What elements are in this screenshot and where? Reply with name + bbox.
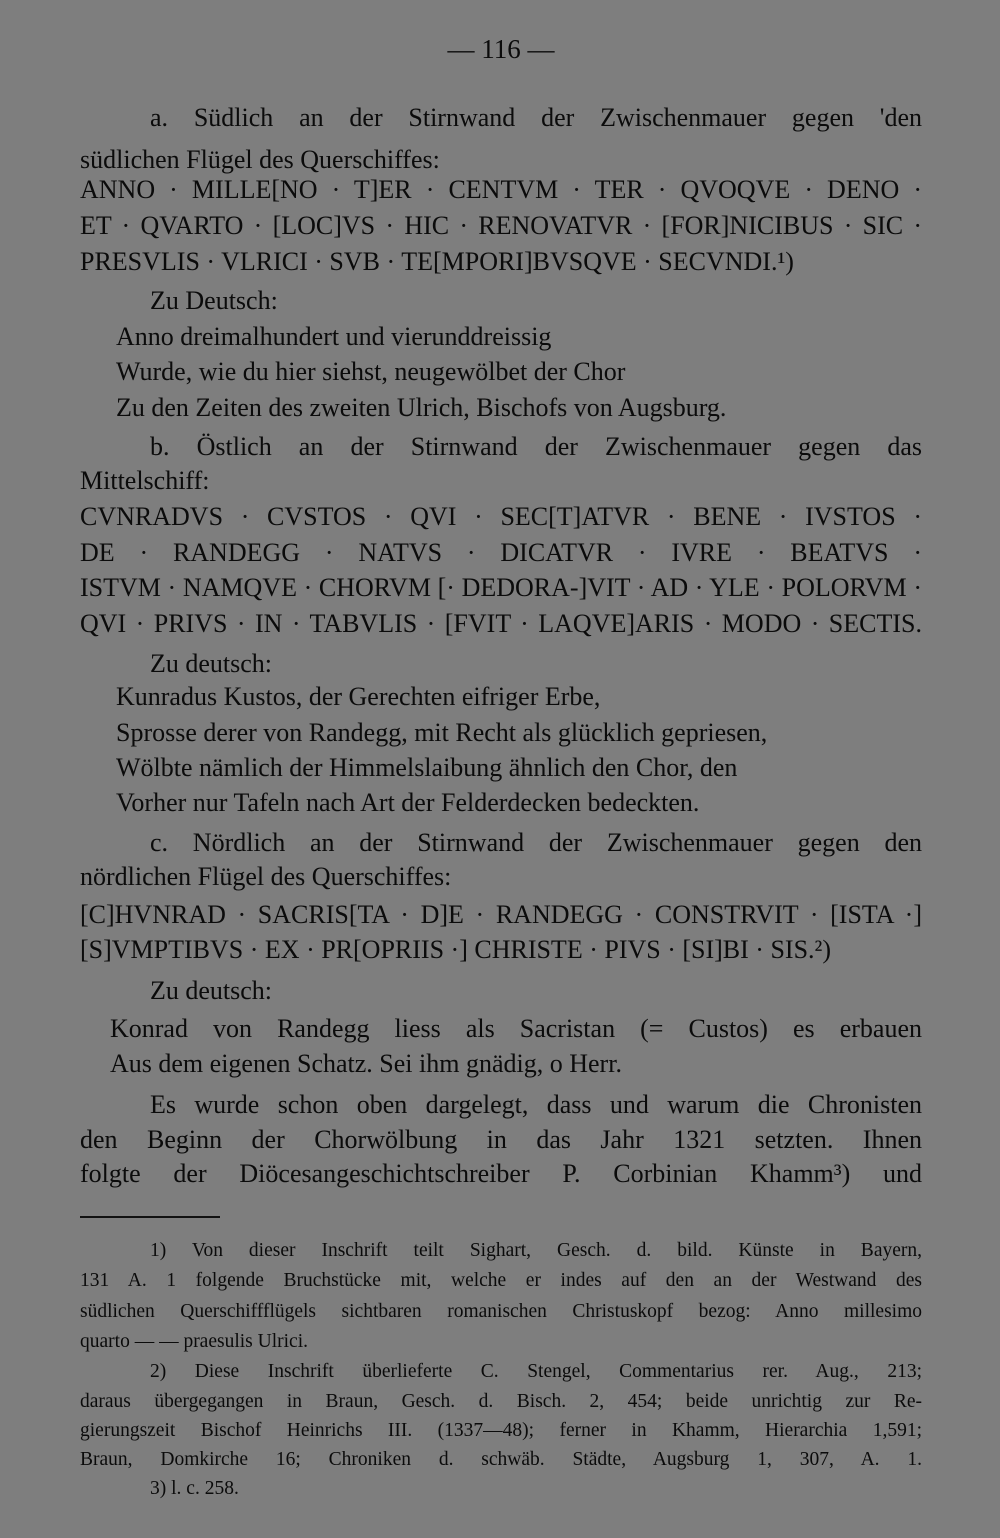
inscription-line: ISTVM · NAMQVE · CHORVM [· DEDORA-]VIT · AD · YLE · POLORVM · <box>80 573 922 602</box>
section-label: Zu deutsch: <box>150 976 273 1005</box>
text-line: nördlichen Flügel des Querschiffes: <box>80 862 452 891</box>
text-line: südlichen Flügel des Querschiffes: <box>80 145 440 174</box>
section-label: Zu Deutsch: <box>150 286 278 315</box>
translation-line: Wurde, wie du hier siehst, neugewölbet der Chor <box>116 357 626 386</box>
translation-line: Konrad von Randegg liess als Sacristan (= Custos) es erbauen <box>110 1014 922 1043</box>
text-line: a. Südlich an der Stirnwand der Zwischenmauer gegen 'den <box>150 103 922 132</box>
inscription-line: CVNRADVS · CVSTOS · QVI · SEC[T]ATVR · BENE · IVSTOS · <box>80 502 922 531</box>
translation-line: Aus dem eigenen Schatz. Sei ihm gnädig, o Herr. <box>110 1049 622 1078</box>
footnote-line: Braun, Domkirche 16; Chroniken d. schwäb. Städte, Augsburg 1, 307, A. 1. <box>80 1449 922 1470</box>
footnote-line: 1) Von dieser Inschrift teilt Sighart, Gesch. d. bild. Künste in Bayern, <box>150 1240 922 1261</box>
translation-line: Wölbte nämlich der Himmelslaibung ähnlich den Chor, den <box>116 753 738 782</box>
text-line: Es wurde schon oben dargelegt, dass und warum die Chronisten <box>150 1090 922 1119</box>
translation-line: Sprosse derer von Randegg, mit Recht als glücklich gepriesen, <box>116 718 768 747</box>
inscription-line: ANNO · MILLE[NO · T]ER · CENTVM · TER · QVOQVE · DENO · <box>80 175 922 204</box>
translation-line: Kunradus Kustos, der Gerechten eifriger Erbe, <box>116 682 601 711</box>
translation-line: Anno dreimalhundert und vierunddreissig <box>116 322 552 351</box>
text-line: den Beginn der Chorwölbung in das Jahr 1321 setzten. Ihnen <box>80 1125 922 1154</box>
footnote-separator <box>80 1216 220 1218</box>
footnote-line: 131 A. 1 folgende Bruchstücke mit, welche er indes auf den an der Westwand des <box>80 1270 922 1291</box>
translation-line: Zu den Zeiten des zweiten Ulrich, Bischofs von Augsburg. <box>116 393 727 422</box>
inscription-line: [S]VMPTIBVS · EX · PR[OPRIIS ·] CHRISTE · PIVS · [SI]BI · SIS.²) <box>80 935 831 964</box>
footnote-line: südlichen Querschiffflügels sichtbaren romanischen Christuskopf bezog: Anno millesimo <box>80 1301 922 1322</box>
inscription-line: QVI · PRIVS · IN · TABVLIS · [FVIT · LAQVE]ARIS · MODO · SECTIS. <box>80 609 922 638</box>
footnote-line: daraus übergegangen in Braun, Gesch. d. Bisch. 2, 454; beide unrichtig zur Re- <box>80 1391 922 1412</box>
inscription-line: [C]HVNRAD · SACRIS[TA · D]E · RANDEGG · CONSTRVIT · [ISTA ·] <box>80 900 922 929</box>
footnote-line: 3) l. c. 258. <box>150 1478 239 1499</box>
footnote-line: quarto — — praesulis Ulrici. <box>80 1331 308 1352</box>
text-line: folgte der Diöcesangeschichtschreiber P. Corbinian Khamm³) und <box>80 1159 922 1188</box>
inscription-line: DE · RANDEGG · NATVS · DICATVR · IVRE · BEATVS · <box>80 538 922 567</box>
inscription-line: ET · QVARTO · [LOC]VS · HIC · RENOVATVR · [FOR]NICIBUS · SIC · <box>80 211 922 240</box>
text-line: Mittelschiff: <box>80 466 210 495</box>
section-label: Zu deutsch: <box>150 649 273 678</box>
text-line: c. Nördlich an der Stirnwand der Zwischenmauer gegen den <box>150 828 922 857</box>
page-number: — 116 — <box>447 34 555 64</box>
translation-line: Vorher nur Tafeln nach Art der Felderdecken bedeckten. <box>116 788 700 817</box>
text-line: b. Östlich an der Stirnwand der Zwischenmauer gegen das <box>150 432 922 461</box>
inscription-line: PRESVLIS · VLRICI · SVB · TE[MPORI]BVSQVE · SECVNDI.¹) <box>80 247 794 276</box>
footnote-line: 2) Diese Inschrift überlieferte C. Stengel, Commentarius rer. Aug., 213; <box>150 1361 922 1382</box>
footnote-line: gierungszeit Bischof Heinrichs III. (1337—48); ferner in Khamm, Hierarchia 1,591; <box>80 1420 922 1441</box>
